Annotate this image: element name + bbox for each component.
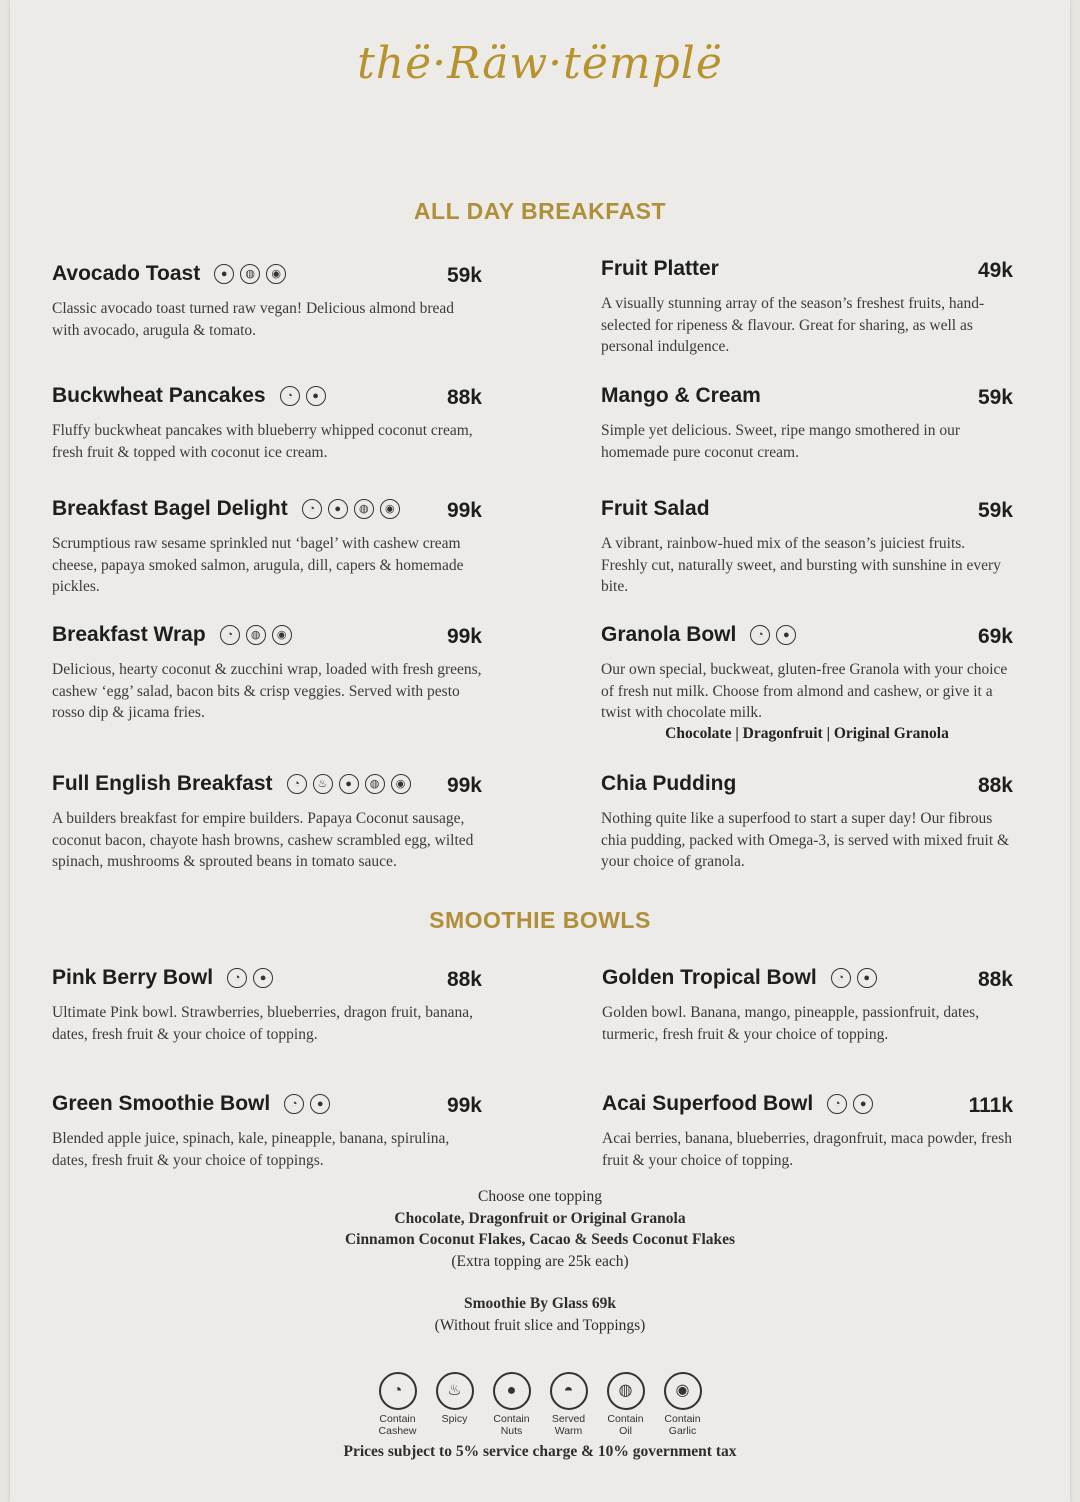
menu-item-header [601,257,1013,287]
cashew-icon: ◔ [227,968,247,988]
garlic-icon: ◉ [664,1372,702,1410]
section-title-smoothie: SMOOTHIE BOWLS [429,907,651,933]
menu-item-header [52,772,482,802]
menu-item-name [52,1092,330,1116]
allergen-icons [302,499,400,519]
allergen-icons [831,968,877,988]
price-footnote: Prices subject to 5% service charge & 10% government tax [343,1443,737,1460]
menu-item-description: Acai berries, banana, blueberries, dragonfruit, maca powder, fresh fruit & your choice of topping. [602,1130,1012,1169]
menu-item-price: 111k [968,1094,1013,1117]
menu-item-price: 99k [446,774,482,797]
legend-item [664,1372,702,1437]
nuts-icon: ● [214,264,234,284]
garlic-icon: ◉ [380,499,400,519]
menu-item [52,772,482,873]
menu-item-header [52,497,482,527]
menu-item-header [52,1092,482,1122]
nuts-icon: ● [306,386,326,406]
oil-icon: ◍ [607,1372,645,1410]
menu-item [52,262,482,341]
menu-item-description: Nothing quite like a superfood to start a super day! Our fibrous chia pudding, packed with Omega-3, is served with mixed fruit & your choice of granola. [601,810,1010,870]
menu-item-description: A vibrant, rainbow-hued mix of the season’s juiciest fruits. Freshly cut, naturally sweet, and bursting with sunshine in every bite. [601,535,1001,595]
legend-label: Served Warm [551,1413,586,1437]
menu-item-price: 59k [446,264,482,287]
allergen-icons [287,774,411,794]
nuts-icon: ● [853,1094,873,1114]
spicy-icon: ♨ [313,774,333,794]
menu-item-price: 69k [977,625,1013,648]
legend-item [436,1372,474,1437]
topping-intro: Choose one topping [478,1188,602,1205]
menu-item-title: Acai Superfood Bowl [602,1092,814,1115]
menu-item-name [52,384,326,408]
menu-item-title: Chia Pudding [601,772,737,795]
garlic-icon: ◉ [266,264,286,284]
garlic-icon: ◉ [391,774,411,794]
topping-extra: (Extra topping are 25k each) [451,1252,629,1270]
menu-page [10,0,1070,1502]
oil-icon: ◍ [246,625,266,645]
topping-line-2: Cinnamon Coconut Flakes, Cacao & Seeds Coconut Flakes [344,1231,736,1248]
cashew-icon: ◔ [287,774,307,794]
menu-item-description: Blended apple juice, spinach, kale, pineapple, banana, spirulina, dates, fresh fruit & your choice of toppings. [52,1130,450,1169]
glass-note: (Without fruit slice and Toppings) [434,1316,646,1334]
menu-item-name [601,623,796,647]
menu-item-header [601,497,1013,527]
menu-item-header [52,262,482,292]
glass-title: Smoothie By Glass 69k [463,1295,616,1312]
menu-item-title: Avocado Toast [52,262,201,285]
smoothie-glass-info [0,1293,1080,1336]
menu-item-title: Mango & Cream [601,384,761,407]
menu-item [52,623,482,724]
menu-item-title: Breakfast Wrap [52,623,206,646]
menu-item-price: 49k [977,259,1013,282]
menu-item-description: A visually stunning array of the season’s freshest fruits, hand-selected for ripeness & flavour. Great for sharing, as well as personal indulgence. [601,295,985,355]
nuts-icon: ● [339,774,359,794]
menu-item-price: 59k [977,386,1013,409]
menu-item [601,497,1013,598]
legend-label: Contain Cashew [378,1413,417,1437]
spicy-icon: ♨ [436,1372,474,1410]
menu-item-title: Golden Tropical Bowl [602,966,817,989]
menu-item-name [52,262,286,286]
allergen-icons [227,968,273,988]
cashew-icon: ◔ [220,625,240,645]
menu-item-description: Classic avocado toast turned raw vegan! Delicious almond bread with avocado, arugula & tomato. [52,300,455,339]
nuts-icon: ● [328,499,348,519]
topping-line-1: Chocolate, Dragonfruit or Original Granola [394,1209,686,1227]
menu-item-title: Pink Berry Bowl [52,966,214,989]
menu-item-description: A builders breakfast for empire builders. Papaya Coconut sausage, coconut bacon, chayote hash browns, cashew scrambled egg, wilted spinach, mushrooms & sprouted beans in tomato sauce. [52,810,474,870]
warm-icon: ◓ [550,1372,588,1410]
menu-item-name [601,772,736,796]
cashew-icon: ◔ [280,386,300,406]
menu-item-header [52,623,482,653]
menu-item-price: 88k [977,774,1013,797]
legend-label: Contain Nuts [493,1413,530,1437]
oil-icon: ◍ [240,264,260,284]
section-title-breakfast: ALL DAY BREAKFAST [413,198,667,224]
cashew-icon: ◔ [827,1094,847,1114]
menu-item-price: 88k [446,386,482,409]
nuts-icon: ● [857,968,877,988]
menu-item-price: 88k [446,968,482,991]
menu-item-name [52,772,411,796]
menu-item-description: Delicious, hearty coconut & zucchini wrap, loaded with fresh greens, cashew ‘egg’ salad, bacon bits & crisp veggies. Served with pesto rosso dip & jicama fries. [52,661,482,721]
menu-item-title: Fruit Salad [601,497,710,520]
nuts-icon: ● [253,968,273,988]
menu-item-description: Simple yet delicious. Sweet, ripe mango smothered in our homemade pure coconut cream. [601,422,961,461]
allergen-icons [280,386,326,406]
topping-info [0,1186,1080,1272]
menu-item-price: 59k [977,499,1013,522]
legend-label: Contain Garlic [664,1413,701,1437]
menu-item-flavors: Chocolate | Dragonfruit | Original Granola [665,724,949,742]
menu-item-title: Green Smoothie Bowl [52,1092,271,1115]
menu-item [52,497,482,598]
cashew-icon: ◔ [831,968,851,988]
allergen-legend [0,1372,1080,1437]
legend-item [607,1372,645,1437]
menu-item-header [601,384,1013,414]
cashew-icon: ◔ [284,1094,304,1114]
menu-item-price: 99k [446,1094,482,1117]
menu-item-header [602,1092,1013,1122]
menu-item [52,384,482,463]
menu-item-price: 88k [977,968,1013,991]
menu-item-name [52,623,292,647]
menu-item-name [601,257,719,281]
menu-item [601,384,1013,463]
allergen-icons [284,1094,330,1114]
menu-item [602,1092,1013,1171]
menu-item-title: Breakfast Bagel Delight [52,497,288,520]
allergen-icons [750,625,796,645]
menu-item-header [52,384,482,414]
cashew-icon: ◔ [750,625,770,645]
menu-item-header [602,966,1013,996]
menu-item-header [601,772,1013,802]
nuts-icon: ● [776,625,796,645]
allergen-icons [214,264,286,284]
menu-item-name [52,497,400,521]
logo: thë·Räw·tëmplë [357,38,723,89]
menu-item-title: Full English Breakfast [52,772,273,795]
legend-item [493,1372,531,1437]
legend-item [550,1372,588,1437]
menu-item-name [602,966,877,990]
cashew-icon: ◔ [302,499,322,519]
menu-item-name [601,497,710,521]
oil-icon: ◍ [354,499,374,519]
menu-item-description: Scrumptious raw sesame sprinkled nut ‘bagel’ with cashew cream cheese, papaya smoked salmon, arugula, dill, capers & homemade pickles. [52,535,464,595]
legend-label: Contain Oil [607,1413,644,1437]
menu-item-description: Golden bowl. Banana, mango, pineapple, passionfruit, dates, turmeric, fresh fruit & your choice of topping. [602,1004,980,1043]
oil-icon: ◍ [365,774,385,794]
menu-item-price: 99k [446,625,482,648]
menu-item-title: Fruit Platter [601,257,719,280]
garlic-icon: ◉ [272,625,292,645]
menu-item-header [52,966,482,996]
menu-item [602,966,1013,1045]
legend-item [379,1372,417,1437]
menu-item [52,966,482,1045]
menu-item-description: Fluffy buckwheat pancakes with blueberry whipped coconut cream, fresh fruit & topped with coconut ice cream. [52,422,473,461]
menu-item [601,772,1013,873]
menu-item-price: 99k [446,499,482,522]
menu-item-name [52,966,273,990]
menu-item-name [602,1092,873,1116]
menu-item-title: Buckwheat Pancakes [52,384,266,407]
cashew-icon: ◔ [379,1372,417,1410]
nuts-icon: ● [493,1372,531,1410]
menu-item-title: Granola Bowl [601,623,737,646]
menu-item-name [601,384,761,408]
nuts-icon: ● [310,1094,330,1114]
legend-label: Spicy [441,1413,468,1425]
menu-item-description: Our own special, buckweat, gluten-free Granola with your choice of fresh nut milk. Choose from almond and cashew, or give it a twist with chocolate milk. [601,661,1008,721]
menu-item [601,623,1013,743]
menu-item-description: Ultimate Pink bowl. Strawberries, blueberries, dragon fruit, banana, dates, fresh fruit & your choice of topping. [52,1004,473,1043]
menu-item [601,257,1013,358]
allergen-icons [827,1094,873,1114]
allergen-icons [220,625,292,645]
menu-item-header [601,623,1013,653]
menu-item [52,1092,482,1171]
